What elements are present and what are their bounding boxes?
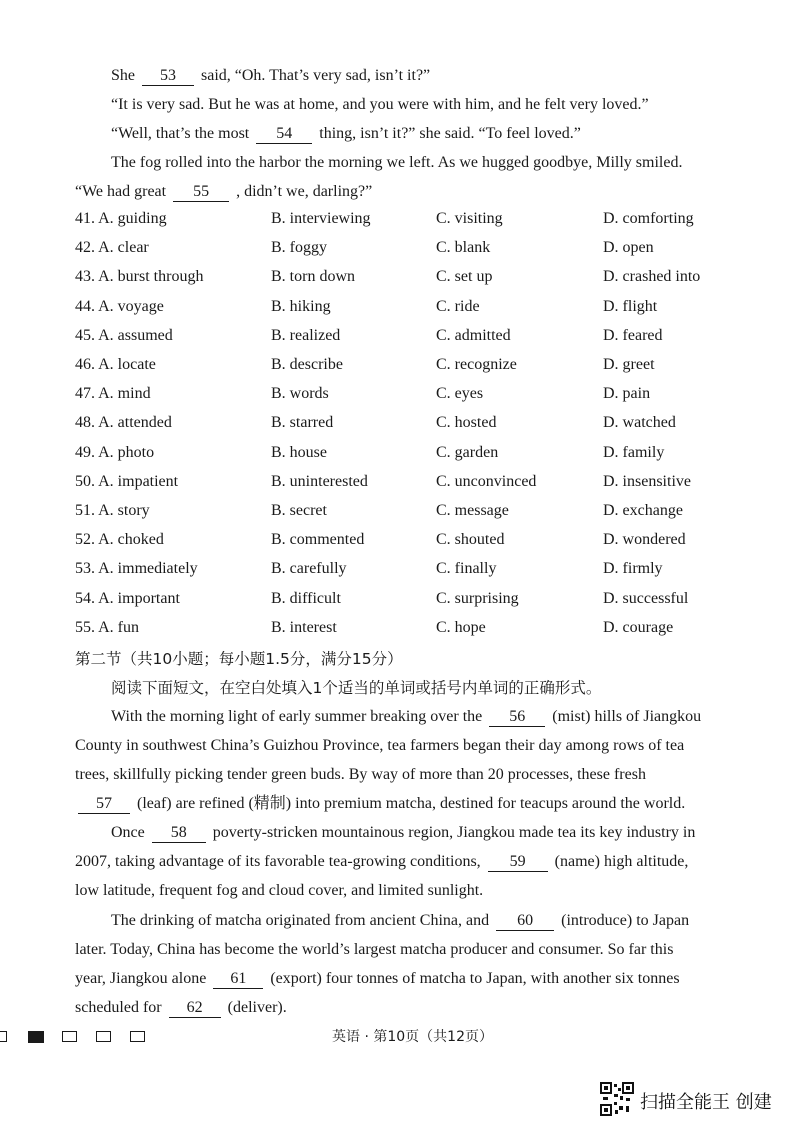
option-a: 43. A. burst through xyxy=(75,268,204,285)
option-b: B. carefully xyxy=(271,560,347,577)
p2-line-2 xyxy=(75,852,688,872)
option-d: D. courage xyxy=(603,619,674,636)
option-row xyxy=(75,385,775,407)
option-d: D. insensitive xyxy=(603,473,691,490)
option-d: D. feared xyxy=(603,327,663,344)
option-a: 42. A. clear xyxy=(75,239,149,256)
option-b: B. secret xyxy=(271,502,327,519)
option-b: B. realized xyxy=(271,327,341,344)
text: The drinking of matcha originated from ancient China, and xyxy=(111,912,490,929)
option-row xyxy=(75,560,775,582)
option-row xyxy=(75,590,775,612)
option-a: 49. A. photo xyxy=(75,444,155,461)
option-c: C. recognize xyxy=(436,356,517,373)
page-mark xyxy=(62,1031,77,1042)
p3-line-3 xyxy=(75,969,680,989)
qr-code-icon xyxy=(600,1082,634,1116)
option-row xyxy=(75,268,775,290)
p1-line-2: County in southwest China’s Guizhou Province, tea farmers began their day among rows of tea xyxy=(75,737,685,754)
text: Once xyxy=(111,824,145,841)
blank-62: 62 xyxy=(169,999,221,1018)
option-row xyxy=(75,619,775,641)
p1-line-4 xyxy=(75,794,685,814)
option-row xyxy=(75,327,775,349)
text: (name) high altitude, xyxy=(554,853,689,870)
text: (export) four tonnes of matcha to Japan, with another six tonnes xyxy=(270,970,680,987)
blank-54: 54 xyxy=(256,125,312,144)
option-b: B. difficult xyxy=(271,590,341,607)
option-c: C. unconvinced xyxy=(436,473,537,490)
option-row xyxy=(75,444,775,466)
text: year, Jiangkou alone xyxy=(75,970,207,987)
blank-57: 57 xyxy=(78,795,130,814)
option-d: D. flight xyxy=(603,298,658,315)
option-d: D. wondered xyxy=(603,531,686,548)
text: , didn’t we, darling?” xyxy=(236,183,373,200)
p2-line-3: low latitude, frequent fog and cloud cover, and limited sunlight. xyxy=(75,882,484,899)
blank-53: 53 xyxy=(142,67,194,86)
option-row xyxy=(75,502,775,524)
p1-line-1 xyxy=(111,707,701,727)
option-a: 51. A. story xyxy=(75,502,150,519)
p3-line-2: later. Today, China has become the world’s largest matcha producer and consumer. So far this xyxy=(75,941,674,958)
option-d: D. crashed into xyxy=(603,268,701,285)
option-b: B. house xyxy=(271,444,327,461)
option-c: C. finally xyxy=(436,560,497,577)
option-d: D. greet xyxy=(603,356,655,373)
option-a: 53. A. immediately xyxy=(75,560,198,577)
option-c: C. eyes xyxy=(436,385,484,402)
option-row xyxy=(75,356,775,378)
page-mark-current xyxy=(28,1031,44,1043)
option-d: D. pain xyxy=(603,385,651,402)
option-d: D. comforting xyxy=(603,210,694,227)
option-c: C. admitted xyxy=(436,327,511,344)
option-a: 45. A. assumed xyxy=(75,327,173,344)
text: (leaf) are refined (精制) into premium matcha, destined for teacups around the world. xyxy=(137,795,686,812)
option-c: C. surprising xyxy=(436,590,519,607)
passage-line-1 xyxy=(111,66,430,86)
option-a: 46. A. locate xyxy=(75,356,156,373)
passage-line-2: “It is very sad. But he was at home, and you were with him, and he felt very loved.” xyxy=(111,96,649,113)
option-a: 48. A. attended xyxy=(75,414,172,431)
p3-line-4 xyxy=(75,998,287,1018)
text: said, “Oh. That’s very sad, isn’t it?” xyxy=(201,67,431,84)
option-d: D. successful xyxy=(603,590,689,607)
option-b: B. foggy xyxy=(271,239,327,256)
option-d: D. family xyxy=(603,444,665,461)
option-row xyxy=(75,210,775,232)
option-c: C. blank xyxy=(436,239,491,256)
option-c: C. ride xyxy=(436,298,480,315)
text: 2007, taking advantage of its favorable tea-growing conditions, xyxy=(75,853,481,870)
option-a: 50. A. impatient xyxy=(75,473,179,490)
blank-59: 59 xyxy=(488,853,548,872)
option-b: B. describe xyxy=(271,356,343,373)
option-c: C. set up xyxy=(436,268,493,285)
section-heading: 第二节（共10小题；每小题1.5分，满分15分） xyxy=(75,650,403,668)
passage-line-3 xyxy=(111,124,581,144)
option-a: 54. A. important xyxy=(75,590,180,607)
blank-58: 58 xyxy=(152,824,206,843)
option-c: C. message xyxy=(436,502,509,519)
option-c: C. hope xyxy=(436,619,486,636)
p2-line-1 xyxy=(111,823,695,843)
option-a: 41. A. guiding xyxy=(75,210,167,227)
text: With the morning light of early summer breaking over the xyxy=(111,708,483,725)
option-row xyxy=(75,531,775,553)
p1-line-3: trees, skillfully picking tender green buds. By way of more than 20 processes, these fresh xyxy=(75,766,646,783)
blank-61: 61 xyxy=(213,970,263,989)
text: “We had great xyxy=(75,183,167,200)
option-row xyxy=(75,473,775,495)
option-c: C. garden xyxy=(436,444,499,461)
option-row xyxy=(75,414,775,436)
option-d: D. exchange xyxy=(603,502,683,519)
option-d: D. open xyxy=(603,239,654,256)
option-row xyxy=(75,298,775,320)
option-b: B. interest xyxy=(271,619,337,636)
option-a: 55. A. fun xyxy=(75,619,139,636)
page-mark xyxy=(130,1031,145,1042)
watermark-text: 扫描全能王 创建 xyxy=(640,1092,772,1113)
option-a: 52. A. choked xyxy=(75,531,164,548)
text: (mist) hills of Jiangkou xyxy=(552,708,702,725)
option-a: 44. A. voyage xyxy=(75,298,164,315)
text: scheduled for xyxy=(75,999,162,1016)
passage-line-5 xyxy=(75,182,372,202)
option-b: B. starred xyxy=(271,414,334,431)
page-mark xyxy=(96,1031,111,1042)
passage-line-4: The fog rolled into the harbor the morning we left. As we hugged goodbye, Milly smiled. xyxy=(111,154,683,171)
page-footer-label: 英语 · 第10页（共12页） xyxy=(332,1029,493,1045)
text: thing, isn’t it?” she said. “To feel loved.” xyxy=(319,125,581,142)
option-c: C. hosted xyxy=(436,414,497,431)
text: (deliver). xyxy=(227,999,287,1016)
text: (introduce) to Japan xyxy=(561,912,690,929)
option-b: B. words xyxy=(271,385,329,402)
option-d: D. firmly xyxy=(603,560,663,577)
option-c: C. shouted xyxy=(436,531,505,548)
option-c: C. visiting xyxy=(436,210,503,227)
option-d: D. watched xyxy=(603,414,676,431)
page-mark xyxy=(0,1031,7,1042)
text: “Well, that’s the most xyxy=(111,125,250,142)
option-row xyxy=(75,239,775,261)
section-instruction: 阅读下面短文，在空白处填入1个适当的单词或括号内单词的正确形式。 xyxy=(111,679,602,697)
text: She xyxy=(111,67,135,84)
blank-56: 56 xyxy=(489,708,545,727)
blank-60: 60 xyxy=(496,912,554,931)
option-b: B. commented xyxy=(271,531,365,548)
option-b: B. uninterested xyxy=(271,473,368,490)
option-b: B. interviewing xyxy=(271,210,371,227)
text: poverty-stricken mountainous region, Jiangkou made tea its key industry in xyxy=(212,824,696,841)
option-b: B. hiking xyxy=(271,298,331,315)
option-a: 47. A. mind xyxy=(75,385,151,402)
option-b: B. torn down xyxy=(271,268,355,285)
blank-55: 55 xyxy=(173,183,229,202)
p3-line-1 xyxy=(111,911,689,931)
